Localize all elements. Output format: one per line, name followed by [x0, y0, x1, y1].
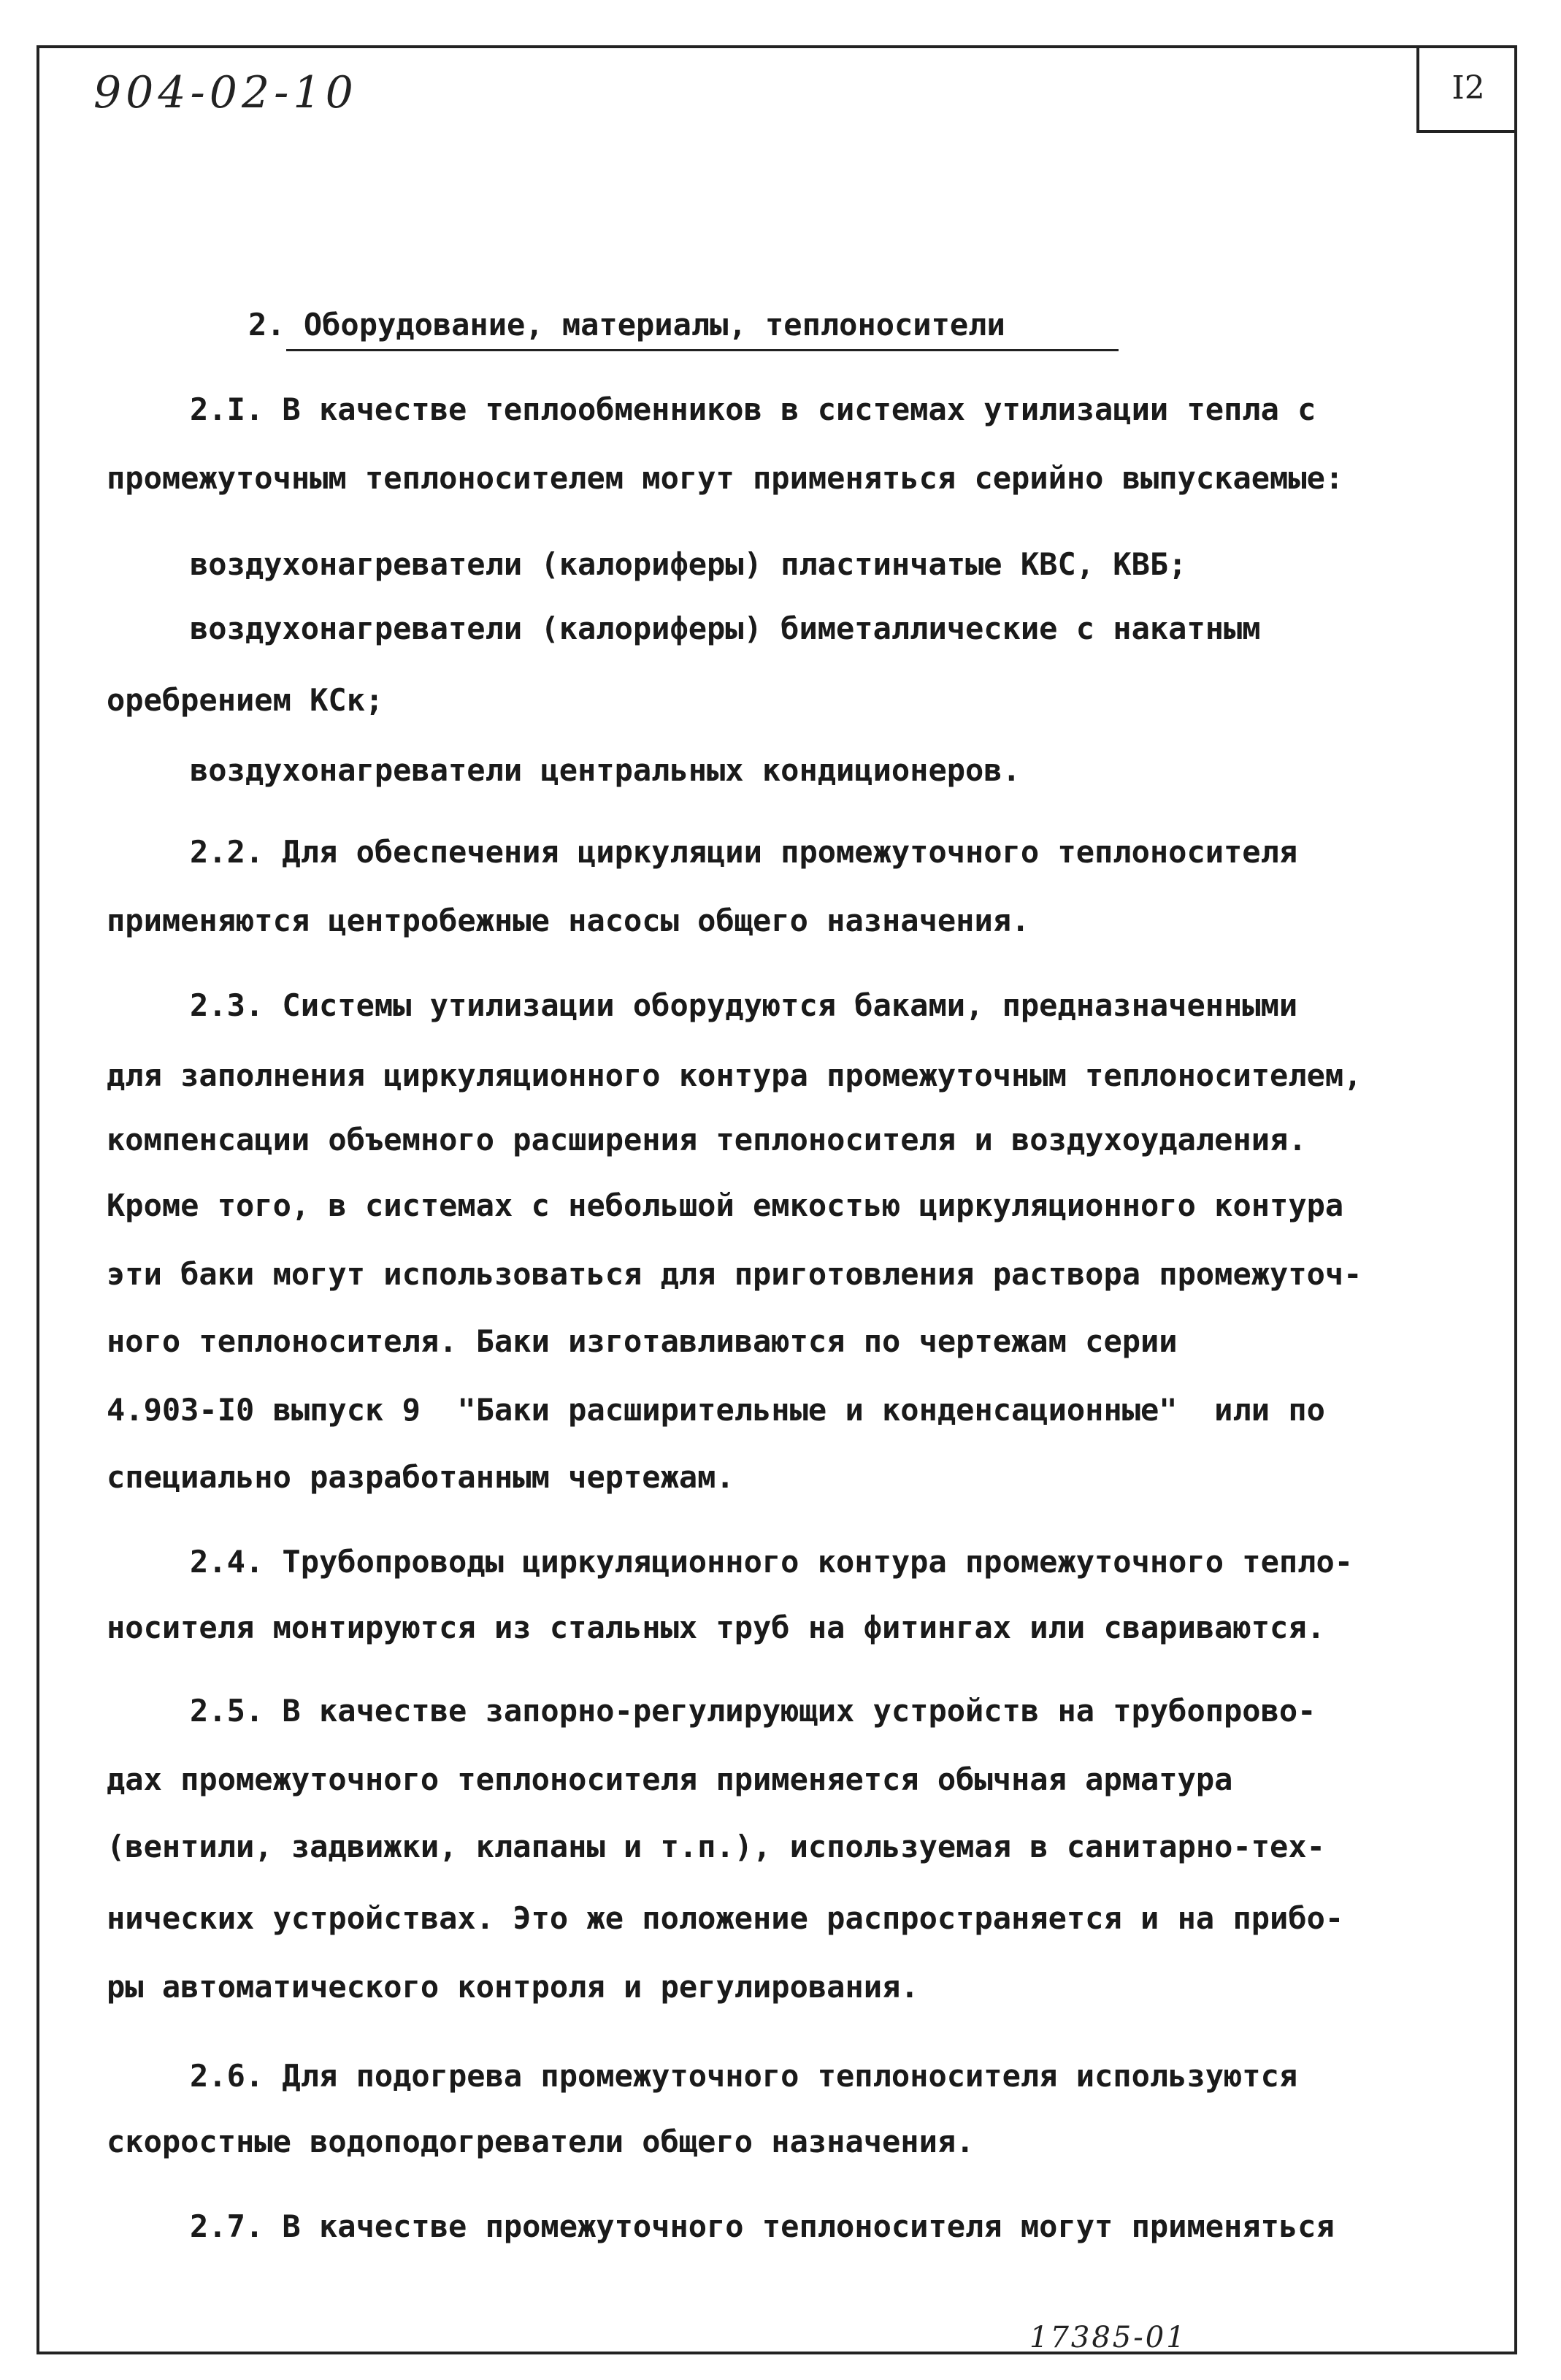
text-line: воздухонагреватели (калориферы) биметаллические с накатным	[190, 611, 1261, 646]
text-line: ного теплоносителя. Баки изготавливаются по чертежам серии	[107, 1323, 1178, 1359]
text-line: применяются центробежные насосы общего назначения.	[107, 903, 1030, 938]
text-line: (вентили, задвижки, клапаны и т.п.), используемая в санитарно-тех-	[107, 1829, 1325, 1864]
text-line: ры автоматического контроля и регулирования.	[107, 1969, 919, 2005]
text-line: носителя монтируются из стальных труб на фитингах или свариваются.	[107, 1610, 1325, 1645]
text-line: воздухонагреватели (калориферы) пластинчатые КВС, КВБ;	[190, 546, 1187, 582]
text-line: промежуточным теплоносителем могут применяться серийно выпускаемые:	[107, 460, 1344, 496]
text-line: 4.903-I0 выпуск 9 "Баки расширительные и конденсационные" или по	[107, 1392, 1325, 1428]
text-line: компенсации объемного расширения теплоносителя и воздухоудаления.	[107, 1122, 1307, 1158]
text-line: 2.6. Для подогрева промежуточного теплоносителя используются	[190, 2058, 1298, 2094]
section-title-underline	[286, 349, 1119, 351]
footer-code: 17385-01	[1029, 2321, 1187, 2354]
text-line: нических устройствах. Это же положение распространяется и на прибо-	[107, 1900, 1344, 1936]
section-title: 2. Оборудование, материалы, теплоносители	[248, 307, 1005, 343]
text-line: 2.I. В качестве теплообменников в системах утилизации тепла с	[190, 391, 1316, 427]
text-line: дах промежуточного теплоносителя применяется обычная арматура	[107, 1761, 1233, 1797]
text-line: 2.4. Трубопроводы циркуляционного контура промежуточного тепло-	[190, 1544, 1354, 1580]
text-line: оребрением КСк;	[107, 682, 384, 718]
text-line: скоростные водоподогреватели общего назначения.	[107, 2124, 975, 2159]
text-line: воздухонагреватели центральных кондиционеров.	[190, 752, 1021, 788]
text-line: 2.5. В качестве запорно-регулирующих устройств на трубопрово-	[190, 1693, 1316, 1729]
text-line: для заполнения циркуляционного контура промежуточным теплоносителем,	[107, 1057, 1362, 1093]
text-line: Кроме того, в системах с небольшой емкостью циркуляционного контура	[107, 1187, 1344, 1223]
text-line: 2.7. В качестве промежуточного теплоносителя могут применяться	[190, 2208, 1335, 2244]
text-line: 2.3. Системы утилизации оборудуются баками, предназначенными	[190, 987, 1298, 1023]
text-line: специально разработанным чертежам.	[107, 1459, 735, 1495]
document-code: 904-02-10	[93, 67, 358, 118]
text-line: эти баки могут использоваться для приготовления раствора промежуточ-	[107, 1256, 1362, 1292]
page-number: I2	[1416, 45, 1517, 133]
text-line: 2.2. Для обеспечения циркуляции промежуточного теплоносителя	[190, 834, 1298, 870]
